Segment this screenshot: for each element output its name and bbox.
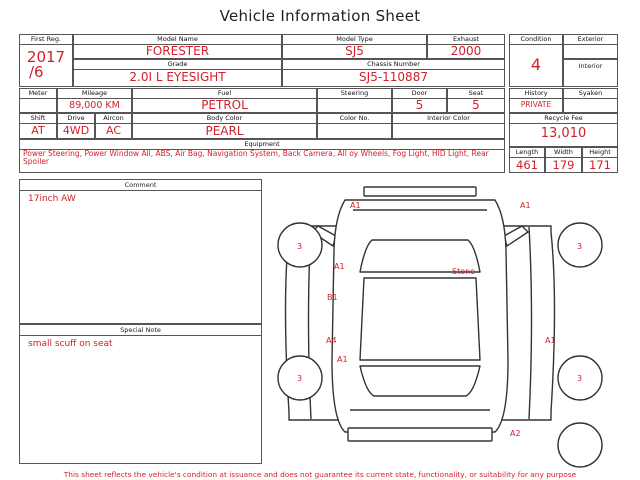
mark-right-front-wheel: 3 (577, 242, 583, 251)
comment-label: Comment (20, 180, 261, 191)
seat-label: Seat (448, 89, 504, 99)
interior-label: Interior (578, 62, 603, 70)
meter-label: Meter (20, 89, 56, 99)
mark-right-rear-door: A1 (545, 336, 556, 345)
shift-value: AT (31, 124, 45, 137)
aircon-value: AC (105, 124, 121, 137)
right-side-inner (529, 227, 532, 419)
mark-left-rear-door: A4 (326, 336, 337, 345)
width-value: 179 (552, 158, 575, 172)
chassis-value: SJ5-110887 (359, 70, 428, 84)
mark-left-rear-wheel: 3 (297, 374, 303, 383)
rear-bumper-outline (348, 428, 492, 441)
condition-value: 4 (530, 55, 542, 74)
mark-left-rear-quarter: A1 (337, 355, 348, 364)
recycle-fee-value: 13,010 (540, 126, 587, 141)
exhaust-value: 2000 (450, 44, 482, 58)
history-label: History (510, 89, 562, 99)
drive-value: 4WD (62, 124, 90, 137)
equipment-label: Equipment (20, 140, 504, 150)
body-color-value: PEARL (205, 124, 244, 138)
fuel-value: PETROL (201, 98, 248, 112)
fuel-label: Fuel (133, 89, 316, 99)
syaken-label: Syaken (564, 89, 617, 99)
comment-text: 17inch AW (28, 194, 76, 204)
mark-windshield: Stone (452, 267, 476, 276)
disclaimer-footer: This sheet reflects the vehicle's condition at issuance and does not guarantee its current state, functionality, or suitability for any purpose (63, 470, 577, 479)
door-value: 5 (415, 98, 424, 112)
right-mirror-outline (504, 226, 528, 246)
history-value: PRIVATE (520, 100, 552, 109)
model-name-label: Model Name (74, 35, 281, 45)
spare-tire-outline (558, 423, 602, 467)
shift-label: Shift (20, 114, 56, 124)
mark-left-front-door: B1 (327, 293, 338, 302)
equipment-value: Power Steering, Power Window All, ABS, Air Bag, Navigation System, Back Camera, All oy Wheels, Fog Light, HID Light, Rear Spoiler (23, 149, 489, 167)
first-reg-label: First Reg. (20, 35, 72, 45)
aircon-label: Aircon (96, 114, 131, 124)
first-reg-year: 2017 (26, 48, 66, 66)
front-bumper-outline (364, 187, 476, 196)
interior-color-label: Interior Color (393, 114, 504, 124)
model-name-value: FORESTER (145, 44, 210, 58)
length-label: Length (510, 148, 544, 158)
length-value: 461 (516, 158, 538, 172)
height-label: Height (583, 148, 617, 158)
grade-label: Grade (74, 60, 281, 70)
height-value: 171 (589, 158, 611, 172)
grade-value: 2.0I L EYESIGHT (129, 70, 226, 84)
drive-label: Drive (58, 114, 94, 124)
mark-rear-bumper: A2 (510, 429, 521, 438)
mileage-label: Mileage (58, 89, 131, 99)
special-note-text: small scuff on seat (28, 339, 113, 349)
mark-hood: A1 (334, 262, 345, 271)
exterior-label: Exterior (564, 35, 617, 45)
width-label: Width (546, 148, 581, 158)
first-reg-month: /6 (29, 63, 44, 81)
body-color-label: Body Color (133, 114, 316, 124)
color-no-label: Color No. (318, 114, 391, 124)
chassis-label: Chassis Number (283, 60, 504, 70)
body-outline (332, 200, 508, 432)
mileage-value: 89,000 KM (69, 100, 120, 111)
mark-front-left: A1 (350, 201, 361, 210)
mark-right-rear-wheel: 3 (577, 374, 583, 383)
door-label: Door (393, 89, 446, 99)
seat-value: 5 (472, 98, 480, 112)
special-note-label: Special Note (20, 325, 261, 336)
recycle-fee-label: Recycle Fee (510, 114, 617, 124)
model-type-value: SJ5 (345, 44, 364, 58)
condition-label: Condition (510, 35, 562, 45)
exhaust-label: Exhaust (428, 35, 504, 45)
model-type-label: Model Type (283, 35, 426, 45)
sheet-title: Vehicle Information Sheet (219, 7, 421, 25)
mark-left-front-wheel: 3 (297, 242, 303, 251)
mark-front-right: A1 (520, 201, 531, 210)
steering-label: Steering (318, 89, 391, 99)
